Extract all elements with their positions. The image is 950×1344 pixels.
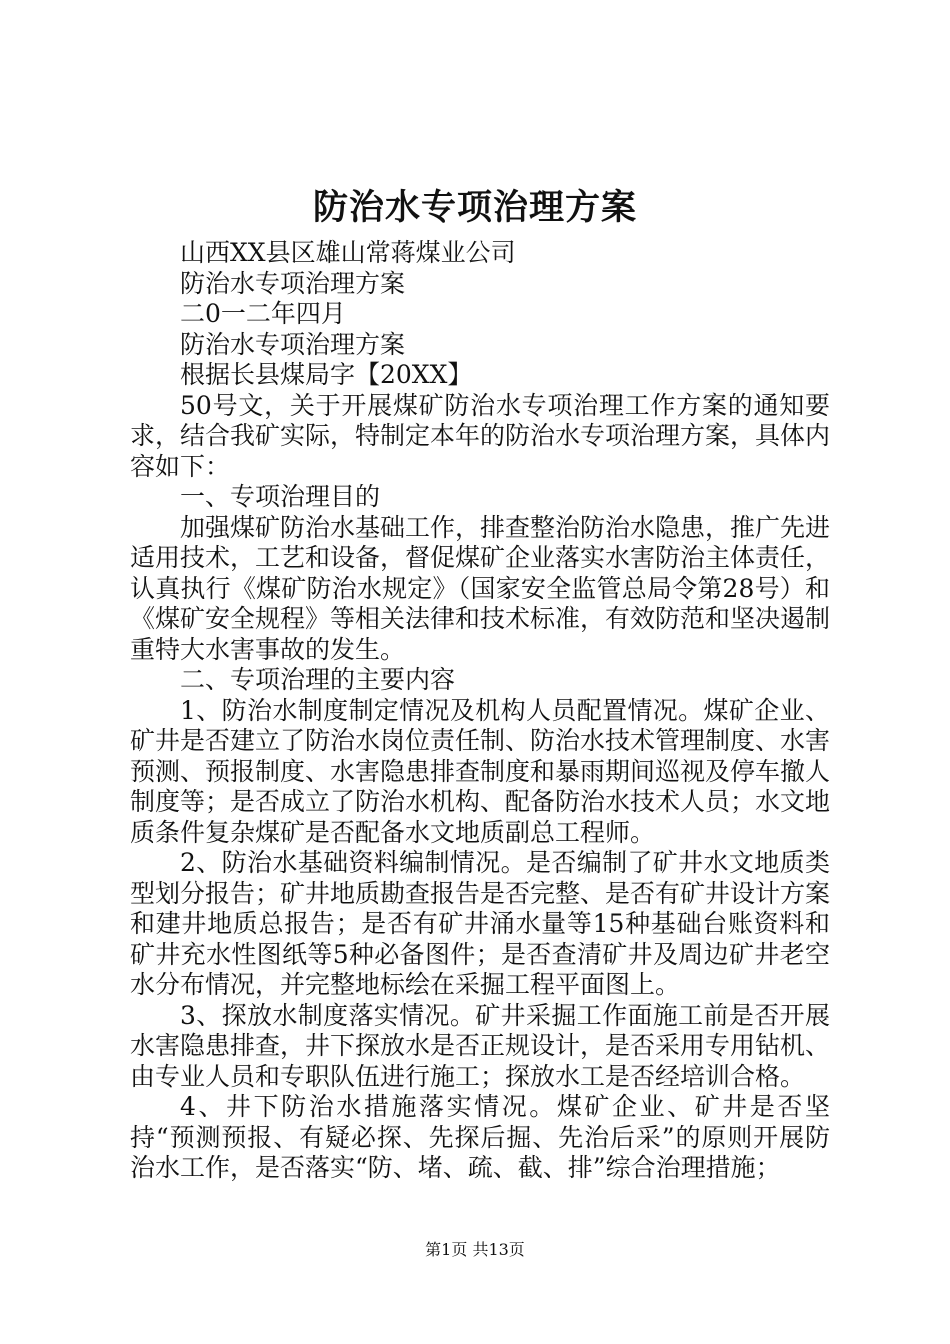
section-heading-1: 一、专项治理目的 [180,482,381,511]
intro-paragraph: 50号文，关于开展煤矿防治水专项治理工作方案的通知要求，结合我矿实际，特制定本年的防治水专项治理方案，具体内容如下： [130,390,831,481]
content-item-4: 4、井下防治水措施落实情况。煤矿企业、矿井是否坚持“预测预报、有疑必探、先探后掘、先治后采”的原则开展防治水工作，是否落实“防、堵、疏、截、排”综合治理措施； [130,1092,830,1182]
document-body [130,238,830,1184]
document-date: 二0一二年四月 [180,299,346,328]
section-heading-2: 二、专项治理的主要内容 [180,665,456,694]
page-footer: 第1页 共13页 [425,1240,525,1259]
content-item-3: 3、探放水制度落实情况。矿井采掘工作面施工前是否开展水害隐患排查，井下探放水是否正规设计，是否采用专用钻机、由专业人员和专职队伍进行施工；探放水工是否经培训合格。 [130,1000,831,1091]
reference-line: 根据长县煤局字【20XX】 [180,360,473,389]
content-item-1: 1、防治水制度制定情况及机构人员配置情况。煤矿企业、矿井是否建立了防治水岗位责任制、防治水技术管理制度、水害预测、预报制度、水害隐患排查制度和暴雨期间巡视及停车撤人制度等；是否成立了防治水机构、配备防治水技术人员；水文地质条件复杂煤矿是否配备水文地质副总工程师。 [130,695,831,847]
company-name: 山西XX县区雄山常蒋煤业公司 [180,238,516,267]
goal-paragraph: 加强煤矿防治水基础工作，排查整治防治水隐患，推广先进适用技术，工艺和设备，督促煤矿企业落实水害防治主体责任，认真执行《煤矿防治水规定》（国家安全监管总局令第28号）和《煤矿安全规程》等相关法律和技术标准，有效防范和坚决遏制重特大水害事故的发生。 [130,512,831,664]
content-item-2: 2、防治水基础资料编制情况。是否编制了矿井水文地质类型划分报告；矿井地质勘查报告是否完整、是否有矿井设计方案和建井地质总报告；是否有矿井涌水量等15种基础台账资料和矿井充水性图纸等5种必备图件；是否查清矿井及周边矿井老空水分布情况，并完整地标绘在采掘工程平面图上。 [130,848,831,999]
plan-name-repeat: 防治水专项治理方案 [180,329,406,359]
plan-name: 防治水专项治理方案 [180,268,406,298]
document-title: 防治水专项治理方案 [312,187,637,228]
